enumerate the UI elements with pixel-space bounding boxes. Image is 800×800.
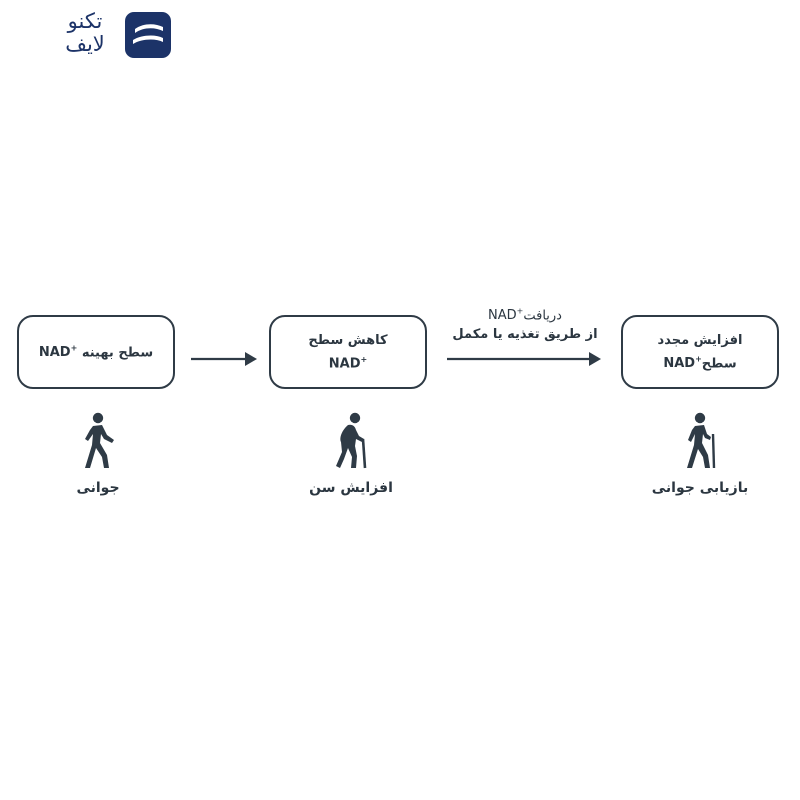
transition-label: [440, 302, 610, 344]
logo-line-2: لایف: [65, 32, 105, 56]
stage-box-optimal-level: [17, 315, 175, 389]
walking-person-icon: [78, 412, 118, 470]
figure-youth: [28, 412, 168, 496]
stage-box-declining-level: [269, 315, 427, 389]
figure-caption: بازیابی جوانی: [651, 480, 749, 496]
figure-rejuvenation: [630, 412, 770, 496]
arrow-right-icon: [445, 349, 605, 369]
nad-superscript: +: [70, 343, 78, 353]
transition-line-1: [440, 302, 610, 325]
nad-text: NAD: [663, 356, 696, 372]
logo-line-1: تکنو: [67, 9, 103, 33]
figure-caption: افزایش سن: [309, 480, 393, 496]
nad-superscript: +: [695, 354, 702, 364]
stage-text: سطح بهینه: [81, 345, 154, 361]
transition-prefix: دریافت: [523, 308, 562, 324]
stage-box-restored-level: [621, 315, 779, 389]
arrow-right-icon: [189, 349, 259, 369]
nad-label: [39, 345, 77, 360]
figure-caption: جوانی: [76, 480, 120, 496]
nad-superscript: +: [516, 307, 524, 316]
nad-label: [488, 308, 523, 323]
nad-superscript: +: [360, 354, 368, 364]
hiker-with-stick-icon: [680, 412, 720, 470]
stage-label: کاهش سطح: [308, 332, 388, 348]
stage-text: سطح: [701, 356, 737, 372]
elderly-person-cane-icon: [331, 412, 371, 470]
nad-text: NAD: [328, 356, 361, 372]
nad-label: [663, 356, 701, 371]
stage-label: افزایش مجدد: [657, 332, 743, 348]
transition-line-2: از طریق تغذیه یا مکمل: [452, 327, 598, 343]
nad-label: [329, 355, 367, 371]
logo-mark-icon: [125, 12, 171, 58]
logo-wordmark: [50, 10, 120, 56]
nad-text: NAD: [488, 308, 517, 324]
stage-label-2: [663, 355, 736, 371]
stage-label: [39, 344, 153, 360]
figure-aging: [281, 412, 421, 496]
brand-logo[interactable]: [50, 9, 172, 60]
nad-text: NAD: [38, 345, 71, 361]
